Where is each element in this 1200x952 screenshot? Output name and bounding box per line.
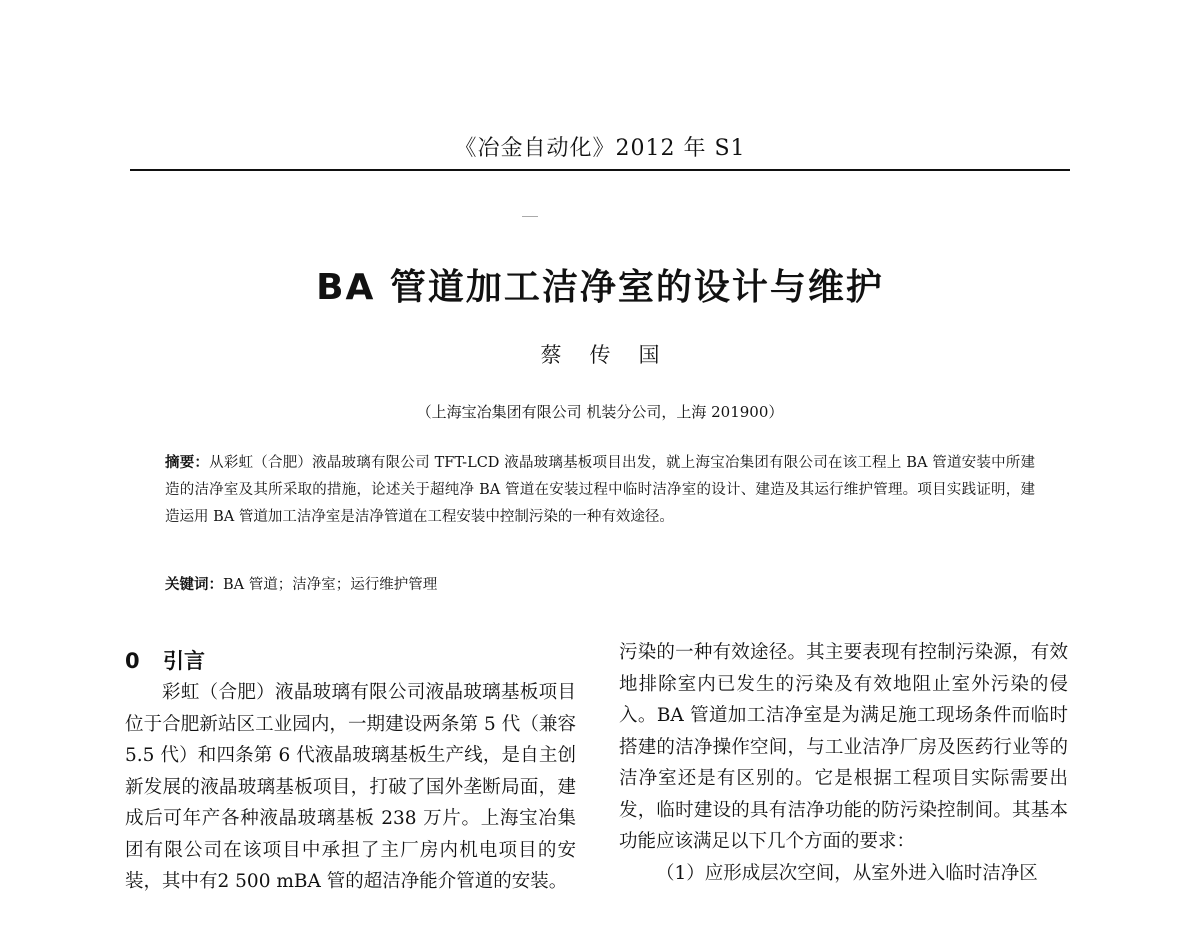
continued-paragraph: 污染的一种有效途径。其主要表现有控制污染源，有效地排除室内已发生的污染及有效地阻止室外污染的侵入。BA 管道加工洁净室是为满足施工现场条件而临时搭建的洁净操作空间，与工业洁净厂房及医药行业等的洁净室还是有区别的。它是根据工程项目实际需要出发，临时建设的具有洁净功能的防污染控制间。其基本功能应该满足以下几个方面的要求： bbox=[619, 642, 1068, 852]
author-name: 蔡传国 bbox=[540, 343, 688, 367]
keywords-text: BA 管道；洁净室；运行维护管理 bbox=[223, 577, 438, 593]
keywords-label: 关键词： bbox=[165, 576, 223, 593]
left-column bbox=[125, 677, 576, 898]
intro-paragraph: 彩虹（合肥）液晶玻璃有限公司液晶玻璃基板项目位于合肥新站区工业园内，一期建设两条第 5 代（兼容 5.5 代）和四条第 6 代液晶玻璃基板生产线，是自主创新发展的液晶玻璃基板项目，打破了国外垄断局面，建成后可年产各种液晶玻璃基板 238 万片。上海宝冶集团有限公司在该项目中承担了主厂房内机电项目的安装，其中有2 500 mBA 管的超洁净能介管道的安装。 bbox=[125, 682, 576, 892]
section-heading bbox=[125, 645, 205, 675]
header-rule bbox=[130, 169, 1070, 171]
section-title: 引言 bbox=[163, 649, 205, 673]
abstract-text: 从彩虹（合肥）液晶玻璃有限公司 TFT-LCD 液晶玻璃基板项目出发，就上海宝冶集团有限公司在该工程上 BA 管道安装中所建造的洁净室及其所采取的措施，论述关于超纯净 BA 管道在安装过程中临时洁净室的设计、建造及其运行维护管理。项目实践证明，建造运用 BA 管道加工洁净室是洁净管道在工程安装中控制污染的一种有效途径。 bbox=[165, 455, 1036, 525]
abstract bbox=[165, 449, 1035, 531]
requirement-item-1: （1）应形成层次空间，从室外进入临时洁净区 bbox=[656, 862, 1038, 884]
abstract-label: 摘要： bbox=[165, 454, 210, 471]
article-title: BA 管道加工洁净室的设计与维护 bbox=[316, 267, 884, 308]
small-rule bbox=[522, 216, 538, 217]
section-number: 0 bbox=[125, 649, 140, 673]
journal-header: 《冶金自动化》2012 年 S1 bbox=[454, 136, 746, 161]
author-affiliation: （上海宝冶集团有限公司 机装分公司，上海 201900） bbox=[416, 403, 784, 421]
keywords bbox=[165, 573, 1035, 594]
right-column bbox=[619, 637, 1068, 889]
